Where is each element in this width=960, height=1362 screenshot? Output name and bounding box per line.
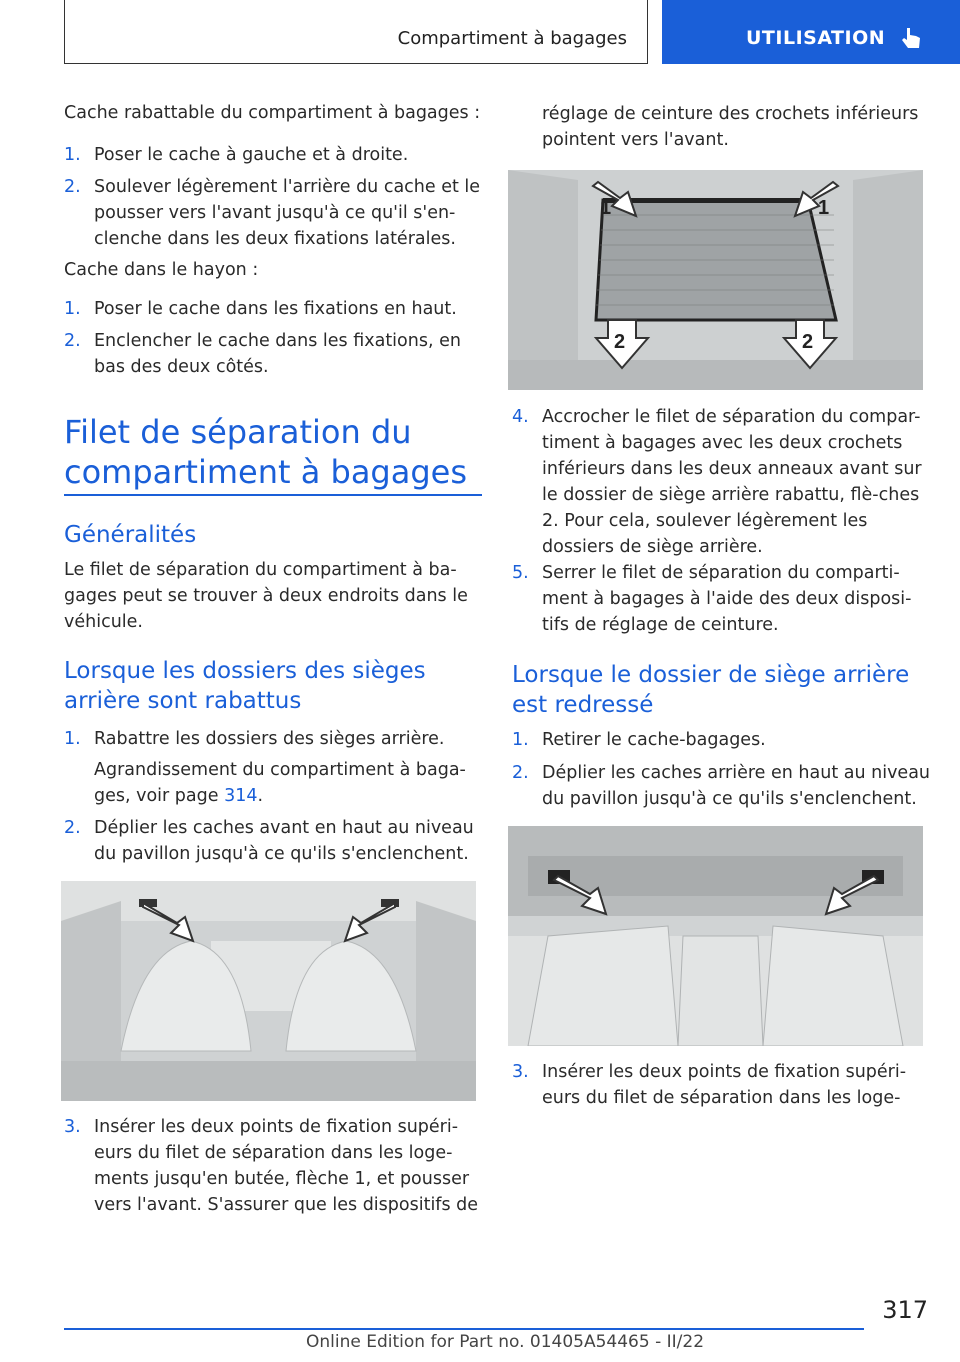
list-item: 1. Poser le cache dans les fixations en haut.	[64, 299, 457, 319]
list-item: 2. Déplier les caches avant en haut au niveau du pavillon jusqu'à ce qu'ils s'enclenchent.	[64, 818, 474, 864]
figure-label: 2	[614, 331, 626, 353]
header-chapter-title: UTILISATION	[746, 27, 886, 49]
note-text: Agrandissement du compartiment à baga-ges, voir page 314.	[94, 760, 466, 806]
figure-upright-seats	[508, 826, 923, 1046]
general-heading: Généralités	[64, 522, 197, 548]
list-item: 2. Soulever légèrement l'arrière du cache et le pousser vers l'avant jusqu'à ce qu'il s'en-clenche dans les deux fixations latérales.	[64, 177, 481, 249]
list-item: 2. Déplier les caches arrière en haut au niveau du pavillon jusqu'à ce qu'ils s'enclenchent.	[512, 763, 931, 809]
folded-heading: Lorsque les dossiers des sièges arrière sont rabattus	[64, 658, 426, 714]
figure-folded-seats	[61, 881, 476, 1101]
figure-net-installed	[508, 170, 923, 390]
list-item: 1. Retirer le cache-bagages.	[512, 730, 766, 750]
list-item: 3. Insérer les deux points de fixation supéri-eurs du filet de séparation dans les loge-ments jusqu'en butée, flèche 1, et pousser vers l'avant. S'assurer que les dispositifs de	[64, 1117, 479, 1215]
general-text: Le filet de séparation du compartiment à ba-gages peut se trouver à deux endroits dans le véhicule.	[64, 560, 468, 632]
intro-text-1: Cache rabattable du compartiment à bagages :	[64, 103, 481, 123]
figure-label: 1	[600, 197, 612, 219]
page-number: 317	[882, 1296, 928, 1324]
list-item: 5. Serrer le filet de séparation du comparti-ment à bagages à l'aide des deux disposi-tifs de réglage de ceinture.	[512, 563, 912, 635]
list-item: 1. Poser le cache à gauche et à droite.	[64, 145, 409, 165]
title-divider	[64, 494, 482, 496]
upright-heading: Lorsque le dossier de siège arrière est redressé	[512, 662, 910, 718]
section-title: Filet de séparation du compartiment à bagages	[64, 413, 468, 491]
footer-divider	[64, 1328, 864, 1330]
figure-label: 2	[802, 331, 814, 353]
list-item: 4. Accrocher le filet de séparation du compar-timent à bagages avec les deux crochets inférieurs dans les deux anneaux avant sur le dossier de siège arrière rabattu, flè-ches 2. Pour cela, soulever légèrement les dossiers de siège arrière.	[512, 407, 922, 557]
continued-text: réglage de ceinture des crochets inférieurs pointent vers l'avant.	[542, 104, 919, 150]
list-item: 1. Rabattre les dossiers des sièges arrière.	[64, 729, 445, 749]
header-chapter-tab[interactable]	[662, 0, 960, 64]
hand-pointer-icon	[898, 25, 924, 51]
header-section-box	[64, 0, 648, 64]
intro-text-2: Cache dans le hayon :	[64, 260, 259, 280]
page-link[interactable]: 314	[224, 786, 258, 806]
list-item: 2. Enclencher le cache dans les fixations, en bas des deux côtés.	[64, 331, 461, 377]
header-section-title: Compartiment à bagages	[397, 28, 627, 49]
list-item: 3. Insérer les deux points de fixation supéri-eurs du filet de séparation dans les loge-	[512, 1062, 907, 1108]
figure-label: 1	[818, 197, 830, 219]
footer-edition: Online Edition for Part no. 01405A54465 - II/22	[306, 1332, 705, 1352]
